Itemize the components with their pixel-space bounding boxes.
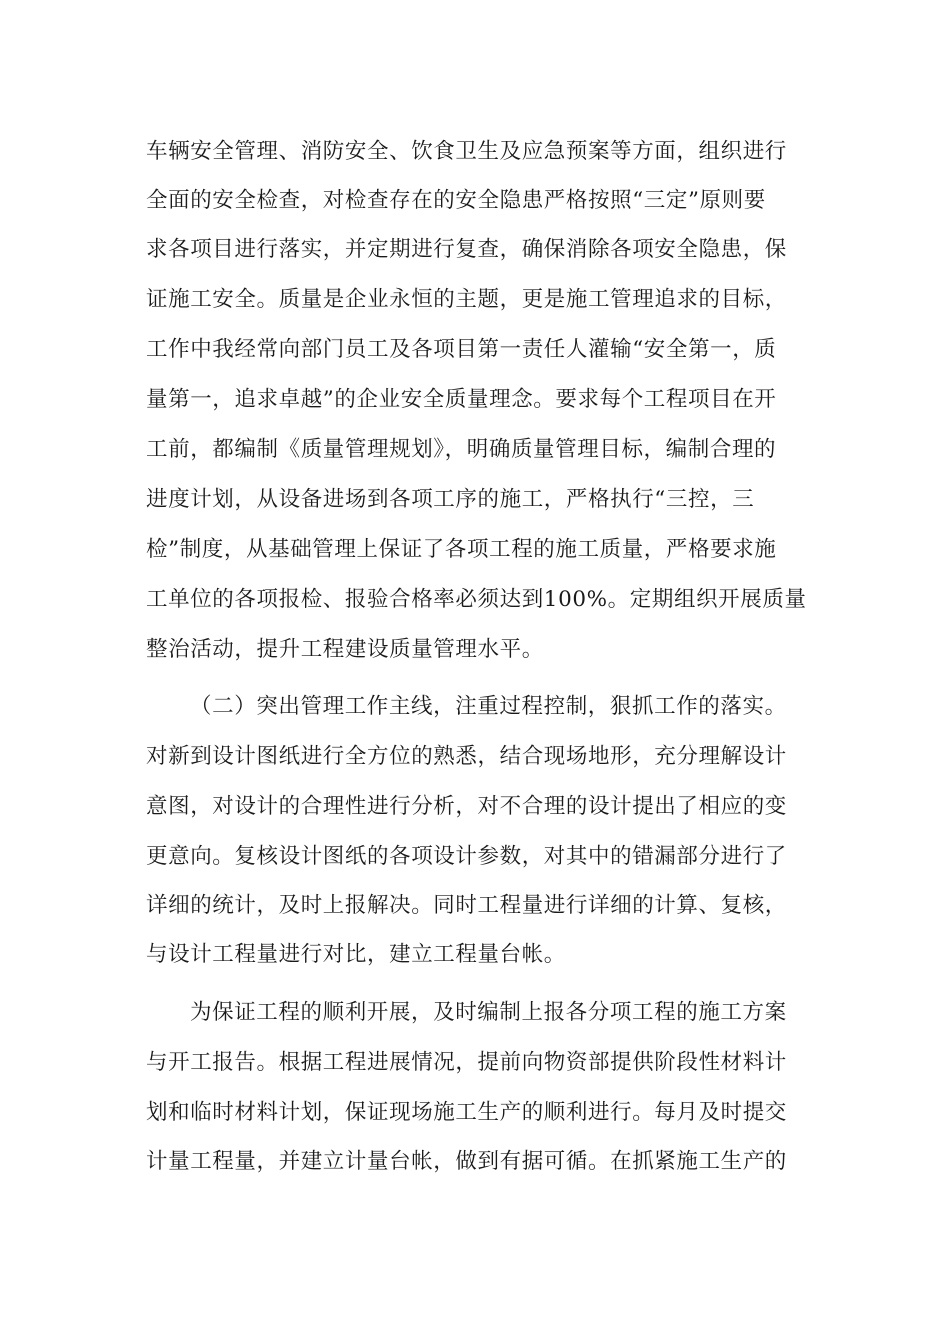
paragraph-2-line-5: 详细的统计，及时上报解决。同时工程量进行详细的计算、复核， [146, 893, 787, 918]
paragraph-1-line-3: 求各项目进行落实，并定期进行复查，确保消除各项安全隐患，保 [146, 237, 787, 262]
paragraph-3-line-3: 划和临时材料计划，保证现场施工生产的顺利进行。每月及时提交 [146, 1100, 787, 1125]
paragraph-1-line-5: 工作中我经常向部门员工及各项目第一责任人灌输“安全第一，质 [146, 337, 777, 362]
paragraph-2-line-6: 与设计工程量进行对比，建立工程量台帐。 [146, 942, 566, 967]
paragraph-2-line-2: 对新到设计图纸进行全方位的熟悉，结合现场地形，充分理解设计 [146, 744, 787, 769]
paragraph-1-line-6: 量第一，追求卓越”的企业安全质量理念。要求每个工程项目在开 [146, 387, 777, 412]
paragraph-1-line-9: 检”制度，从基础管理上保证了各项工程的施工质量，严格要求施 [146, 537, 777, 562]
paragraph-3-line-4: 计量工程量，并建立计量台帐，做到有据可循。在抓紧施工生产的 [146, 1149, 787, 1174]
paragraph-1-line-7: 工前，都编制《质量管理规划》，明确质量管理目标，编制合理的 [146, 437, 777, 462]
paragraph-3-line-1: 为保证工程的顺利开展，及时编制上报各分项工程的施工方案 [190, 1000, 787, 1025]
paragraph-1-line-4: 证施工安全。质量是企业永恒的主题，更是施工管理追求的目标， [146, 287, 787, 312]
paragraph-2-line-3: 意图，对设计的合理性进行分析，对不合理的设计提出了相应的变 [146, 794, 787, 819]
paragraph-1-line-1: 车辆安全管理、消防安全、饮食卫生及应急预案等方面，组织进行 [146, 139, 787, 164]
paragraph-2-line-4: 更意向。复核设计图纸的各项设计参数，对其中的错漏部分进行了 [146, 844, 787, 869]
paragraph-3-line-2: 与开工报告。根据工程进展情况，提前向物资部提供阶段性材料计 [146, 1050, 787, 1075]
paragraph-1-line-8: 进度计划，从设备进场到各项工序的施工，严格执行“三控，三 [146, 487, 755, 512]
paragraph-1-line-2: 全面的安全检查，对检查存在的安全隐患严格按照“三定”原则要 [146, 188, 766, 213]
paragraph-2-line-1: （二）突出管理工作主线，注重过程控制，狠抓工作的落实。 [190, 694, 787, 719]
paragraph-1-line-11: 整治活动，提升工程建设质量管理水平。 [146, 637, 544, 662]
paragraph-1-line-10: 工单位的各项报检、报验合格率必须达到100%。定期组织开展质量 [146, 587, 807, 612]
